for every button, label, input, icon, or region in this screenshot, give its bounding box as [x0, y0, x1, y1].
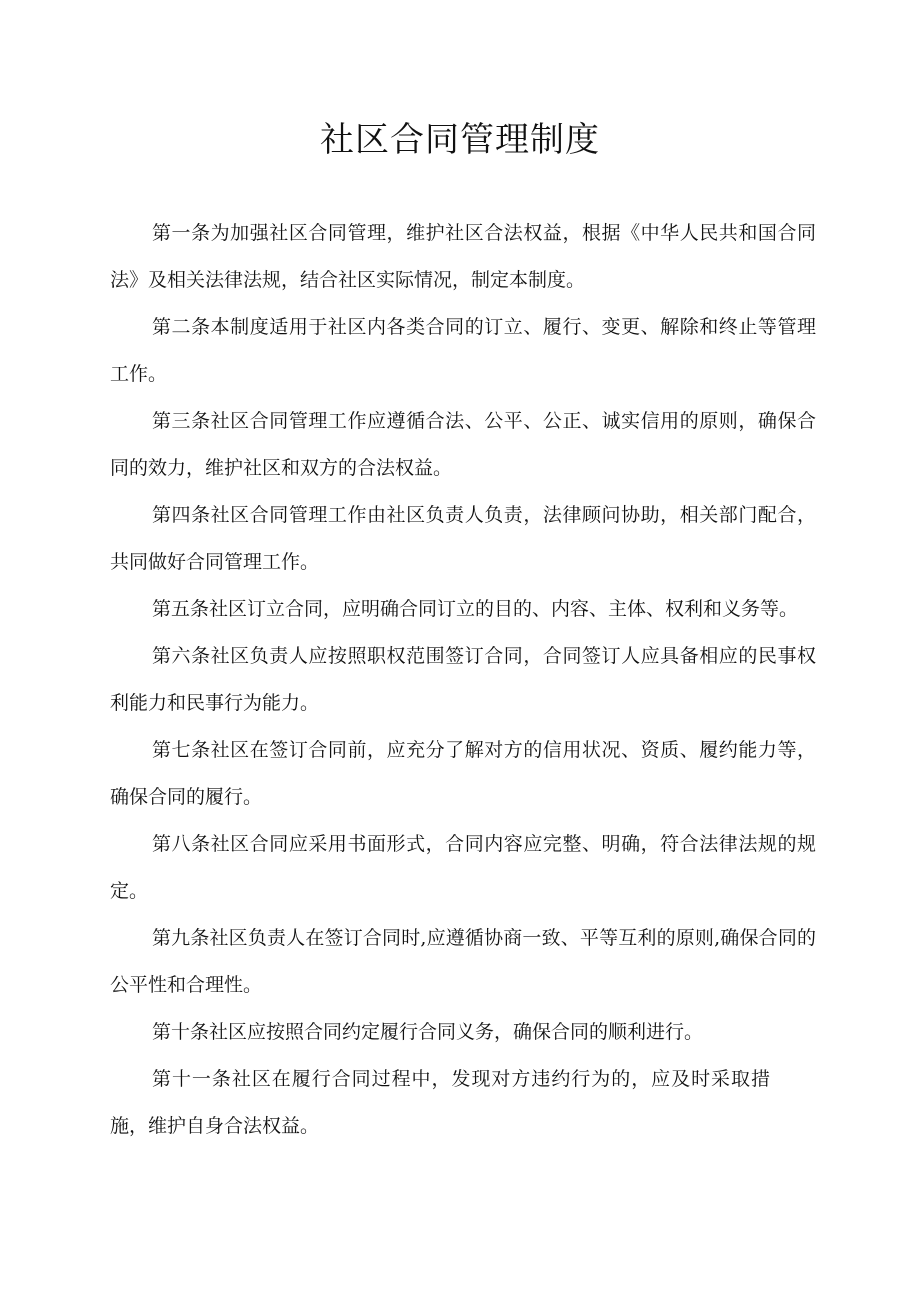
article-9: 第九条社区负责人在签订合同时,应遵循协商一致、平等互利的原则,确保合同的公平性和合理性。 — [110, 927, 816, 996]
article-3: 第三条社区合同管理工作应遵循合法、公平、公正、诚实信用的原则，确保合同的效力，维护社区和双方的合法权益。 — [110, 410, 816, 479]
article-4: 第四条社区合同管理工作由社区负责人负责，法律顾问协助，相关部门配合，共同做好合同管理工作。 — [110, 504, 816, 573]
article-2: 第二条本制度适用于社区内各类合同的订立、履行、变更、解除和终止等管理工作。 — [110, 316, 816, 385]
article-5: 第五条社区订立合同，应明确合同订立的目的、内容、主体、权利和义务等。 — [152, 598, 799, 620]
document-body — [110, 210, 816, 1150]
article-1: 第一条为加强社区合同管理，维护社区合法权益，根据《中华人民共和国合同法》及相关法律法规，结合社区实际情况，制定本制度。 — [110, 222, 816, 291]
article-8: 第八条社区合同应采用书面形式，合同内容应完整、明确，符合法律法规的规定。 — [110, 833, 816, 902]
article-7: 第七条社区在签订合同前，应充分了解对方的信用状况、资质、履约能力等，确保合同的履行。 — [110, 739, 816, 808]
article-6: 第六条社区负责人应按照职权范围签订合同，合同签订人应具备相应的民事权利能力和民事行为能力。 — [110, 645, 816, 714]
document-title: 社区合同管理制度 — [320, 120, 600, 160]
article-10: 第十条社区应按照合同约定履行合同义务，确保合同的顺利进行。 — [152, 1021, 704, 1043]
article-11: 第十一条社区在履行合同过程中，发现对方违约行为的，应及时采取措施，维护自身合法权益。 — [110, 1068, 770, 1137]
